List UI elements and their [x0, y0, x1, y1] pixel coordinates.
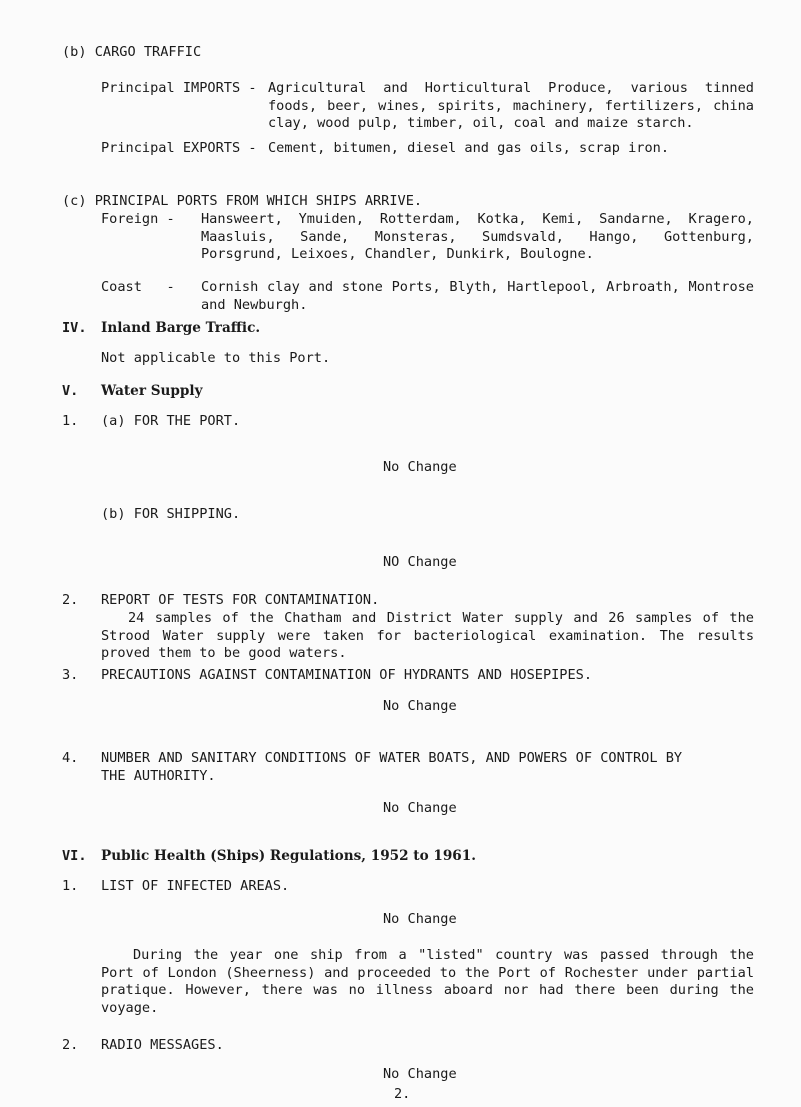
water-item1a-status: No Change — [383, 459, 457, 475]
health-item2-number: 2. — [62, 1037, 79, 1053]
water-item1b-heading: (b) FOR SHIPPING. — [101, 506, 241, 522]
health-item1-number: 1. — [62, 878, 79, 894]
water-item3-heading: PRECAUTIONS AGAINST CONTAMINATION OF HYDRANTS AND HOSEPIPES. — [101, 667, 593, 683]
water-item2-heading: REPORT OF TESTS FOR CONTAMINATION. — [101, 592, 380, 608]
water-item3-number: 3. — [62, 667, 79, 683]
health-item1-heading: LIST OF INFECTED AREAS. — [101, 878, 290, 894]
water-item2-number: 2. — [62, 592, 79, 608]
water-item4-status: No Change — [383, 800, 457, 816]
imports-text: Agricultural and Horticultural Produce, various tinned foods, beer, wines, spirits, machinery, fertilizers, china clay, wood pulp, timber, oil, coal and maize starch. — [268, 80, 754, 131]
imports-label: Principal IMPORTS - — [101, 80, 257, 96]
water-item4-heading-line2: THE AUTHORITY. — [101, 768, 216, 784]
coast-label: Coast - — [101, 279, 175, 295]
water-item3-status: No Change — [383, 698, 457, 714]
water-item4-number: 4. — [62, 750, 79, 766]
section-v-heading: Water Supply — [101, 383, 203, 399]
page-number: 2. — [394, 1086, 411, 1102]
water-item1b-status: NO Change — [383, 554, 457, 570]
principal-ports-heading: (c) PRINCIPAL PORTS FROM WHICH SHIPS ARRIVE. — [62, 193, 423, 209]
foreign-ports-text: Hansweert, Ymuiden, Rotterdam, Kotka, Kemi, Sandarne, Kragero, Maasluis, Sande, Monsteras, Sumdsvald, Hango, Gottenburg, Porsgrund, Leixoes, Chandler, Dunkirk, Boulogne. — [201, 211, 754, 262]
foreign-label: Foreign - — [101, 211, 175, 227]
health-item2-heading: RADIO MESSAGES. — [101, 1037, 224, 1053]
health-item2-status: No Change — [383, 1066, 457, 1082]
water-item1a-heading: (a) FOR THE PORT. — [101, 413, 241, 429]
cargo-traffic-heading: (b) CARGO TRAFFIC — [62, 44, 202, 60]
water-item4-heading-line1: NUMBER AND SANITARY CONDITIONS OF WATER BOATS, AND POWERS OF CONTROL BY — [101, 750, 683, 766]
exports-text: Cement, bitumen, diesel and gas oils, scrap iron. — [268, 140, 670, 156]
section-vi-heading: Public Health (Ships) Regulations, 1952 to 1961. — [101, 848, 476, 864]
section-iv-text: Not applicable to this Port. — [101, 350, 331, 366]
coast-ports-text: Cornish clay and stone Ports, Blyth, Hartlepool, Arbroath, Montrose and Newburgh. — [201, 279, 754, 313]
exports-label: Principal EXPORTS - — [101, 140, 257, 156]
health-item1-status: No Change — [383, 911, 457, 927]
water-item1-number: 1. — [62, 413, 79, 429]
section-iv-heading: Inland Barge Traffic. — [101, 320, 261, 336]
section-iv-number: IV. — [62, 320, 87, 336]
section-v-number: V. — [62, 383, 79, 399]
water-item2-text: 24 samples of the Chatham and District Water supply and 26 samples of the Strood Water supply were taken for bacteriological examination. The results proved them to be good waters. — [101, 610, 754, 661]
section-vi-number: VI. — [62, 848, 87, 864]
health-item1-text: During the year one ship from a "listed" country was passed through the Port of London (Sheerness) and proceeded to the Port of Rochester under partial pratique. However, there was no illness aboard nor had there been during the voyage. — [101, 947, 754, 1016]
